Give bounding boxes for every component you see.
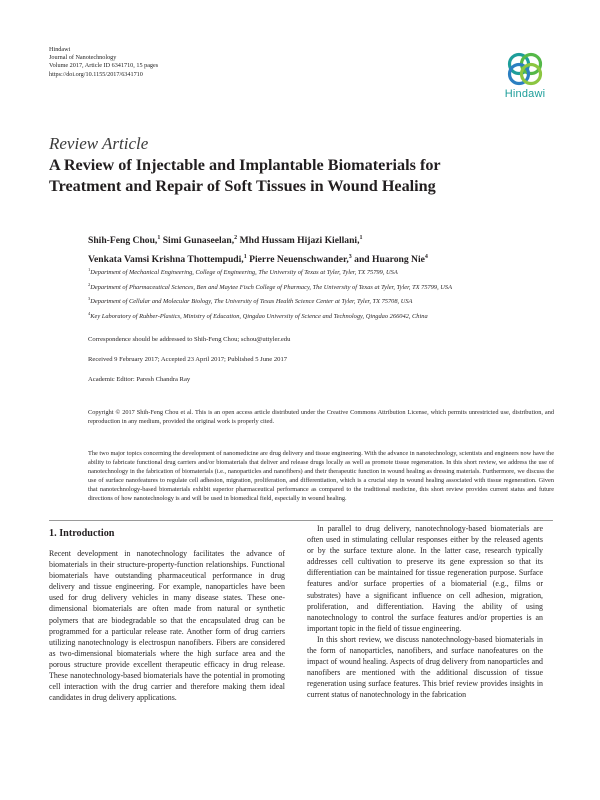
- author-name: Simi Gunaseelan,: [162, 235, 235, 247]
- author-affil-mark: 1: [157, 235, 161, 241]
- correspondence: Correspondence should be addressed to Shih-Feng Chou; schou@uttyler.edu: [88, 336, 291, 343]
- author-affil-mark: 3: [348, 254, 352, 261]
- title-line: A Review of Injectable and Implantable Biomaterials for: [49, 156, 441, 174]
- volume-info: Volume 2017, Article ID 6341710, 15 pages: [49, 62, 159, 70]
- affiliation: $^3$Department of Cellular and Molecular Biology, The University of Texas Health Science Center at Tyler, Tyler, TX 75708, USA: [88, 296, 413, 306]
- journal-name: Journal of Nanotechnology: [49, 54, 117, 62]
- title-line: Treatment and Repair of Soft Tissues in Wound Healing: [49, 177, 436, 195]
- abstract: The two major topics concerning the development of nanomedicine are drug delivery and tissue engineering. With the advance in nanotechnology, scientists and engineers now have the ability to fabricate functional drug carriers and/or biomaterials that deliver and release drugs locally as well as promote tissue regeneration. In this short review, we address the use of nanotechnology in the fabrication of biomaterials (i.e., nanoparticles and nanofibers) and their therapeutic function in wound healing as dressing materials. Furthermore, we discuss the use of surface nanofeatures to regulate cell adhesion, migration, proliferation, and differentiation, which is a crucial step in wound healing associated with tissue regeneration. Given that nanotechnology-based biomaterials exhibit superior pharmaceutical performance as compared to the traditional medicine, this short review provides current status and future directions of how nanotechnology is and will be used in biomedical field, especially in wound healing.: [88, 450, 554, 503]
- article-title: [49, 155, 569, 197]
- author-line: [88, 230, 568, 249]
- article-type: Review Article: [49, 134, 149, 153]
- body-paragraph: In this short review, we discuss nanotechnology-based biomaterials in the form of nanoparticles, nanofibers, and surface nanofeatures on the impact of wound healing. Aspects of drug delivery from nanoparticles and nanofibers are mentioned with the additional discussion of tissue regeneration using surface features. This brief review provides insights in current status of nanotechnology in the fabrication: [307, 634, 543, 700]
- author-name: Shih-Feng Chou,: [88, 235, 158, 247]
- body-paragraph: In parallel to drug delivery, nanotechnology-based biomaterials are often used in stimulating cellular responses either by the released agents or by the surface texture alone. In the latter case, research typically addresses cell cultivation to preserve its gene expression so that its differentiation can be maintained for tissue regeneration purpose. Surface features and/or surface properties of a biomaterial (e.g., films or substrates) have a significant influence on cell adhesion, migration, proliferation, and differentiation. Having the ability of using nanotechnology to control the surface features and/or properties is an important topic in the field of tissue engineering.: [307, 524, 543, 633]
- affiliation: $^4$Key Laboratory of Rubber-Plastics, Ministry of Education, Qingdao University of Science and Technology, Qingdao 266042, China: [88, 311, 428, 321]
- author-affil-mark: 1: [243, 254, 247, 261]
- affiliation-list: [88, 266, 568, 325]
- publisher-name: Hindawi: [49, 46, 71, 53]
- body-column-left: [49, 548, 285, 703]
- doi-link[interactable]: https://doi.org/10.1155/2017/6341710: [49, 70, 143, 78]
- affiliation: $^1$Department of Mechanical Engineering, College of Engineering, The University of Texas at Tyler, Tyler, TX 75799, USA: [88, 267, 398, 277]
- copyright-notice: Copyright © 2017 Shih-Feng Chou et al. This is an open access article distributed under the Creative Commons Attribution License, which permits unrestricted use, distribution, and reproduction in any medium, provided the original work is properly cited.: [88, 409, 554, 425]
- body-column-right: [307, 523, 543, 701]
- section-divider: [49, 520, 553, 521]
- affiliation: $^2$Department of Pharmaceutical Sciences, Ben and Maytee Fisch College of Pharmacy, The University of Texas at Tyler, Tyler, TX 75799, USA: [88, 281, 453, 291]
- author-name: Venkata Vamsi Krishna Thottempudi,: [88, 254, 244, 266]
- academic-editor: Academic Editor: Paresh Chandra Ray: [88, 376, 191, 383]
- author-name: Mhd Hussam Hijazi Kiellani,: [239, 235, 360, 247]
- journal-header: [49, 46, 158, 79]
- publication-dates: Received 9 February 2017; Accepted 23 April 2017; Published 5 June 2017: [88, 356, 288, 363]
- hindawi-logo: [498, 50, 552, 108]
- section-heading: 1. Introduction: [49, 528, 115, 539]
- hindawi-rings-icon: [498, 50, 552, 88]
- author-name: and Huarong Nie: [354, 254, 425, 266]
- body-paragraph: Recent development in nanotechnology facilitates the advance of biomaterials in their structure-property-function relationships. Functional biomaterials have outstanding pharmaceutical performance in drug delivery and tissue engineering. For example, nanoparticles have been used for drug delivery vehicles in many disease states. These one-dimensional biomaterials are often made from natural or synthetic polymers that are biodegradable so that the encapsulated drug can be programmed for a particular release rate. Another form of drug carriers utilizing nanotechnology is electrospun nanofibers. Fibers are considered as two-dimensional biomaterials where the high surface area and the porous structure provide excellent therapeutic efficacy in drug release. These nanotechnology-based biomaterials have the potential in promoting cell interaction with the drug carrier and therefore making them ideal candidates in drug delivery applications.: [49, 549, 285, 703]
- author-name: Pierre Neuenschwander,: [249, 254, 349, 266]
- author-affil-mark: 1: [359, 235, 363, 241]
- author-affil-mark: 2: [234, 235, 238, 241]
- logo-wordmark: Hindawi: [504, 88, 546, 100]
- author-list: [88, 230, 568, 268]
- author-affil-mark: 4: [424, 254, 428, 261]
